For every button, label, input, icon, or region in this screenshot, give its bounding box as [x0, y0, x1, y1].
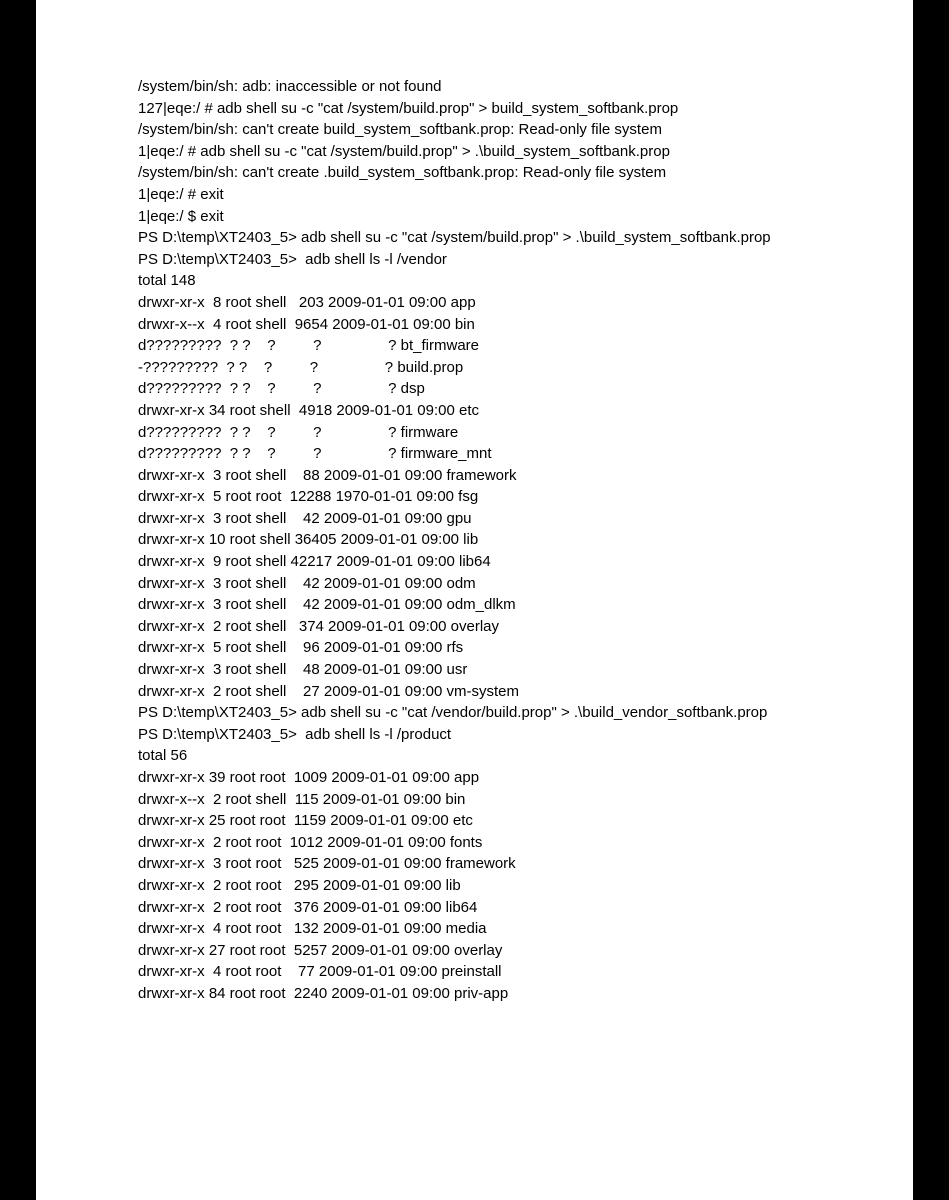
- transcript-line: PS D:\temp\XT2403_5> adb shell su -c "cat /system/build.prop" > .\build_system_softbank.prop: [138, 229, 771, 247]
- transcript-line: drwxr-xr-x 25 root root 1159 2009-01-01 09:00 etc: [138, 812, 473, 830]
- transcript-line: drwxr-xr-x 2 root shell 27 2009-01-01 09:00 vm-system: [138, 682, 519, 700]
- document-page: [36, 0, 913, 1200]
- transcript-line: drwxr-xr-x 5 root root 12288 1970-01-01 09:00 fsg: [138, 488, 479, 506]
- transcript-line: -????????? ? ? ? ? ? build.prop: [138, 358, 464, 376]
- transcript-line: drwxr-xr-x 4 root root 77 2009-01-01 09:00 preinstall: [138, 963, 502, 981]
- transcript-line: d????????? ? ? ? ? ? dsp: [138, 380, 425, 398]
- transcript-line: drwxr-xr-x 5 root shell 96 2009-01-01 09:00 rfs: [138, 639, 464, 657]
- transcript-line: PS D:\temp\XT2403_5> adb shell ls -l /vendor: [138, 250, 447, 268]
- transcript-line: drwxr-x--x 2 root shell 115 2009-01-01 09:00 bin: [138, 790, 466, 808]
- transcript-line: drwxr-xr-x 3 root shell 42 2009-01-01 09:00 gpu: [138, 509, 472, 527]
- terminal-transcript: [138, 76, 898, 1005]
- transcript-line: drwxr-xr-x 3 root root 525 2009-01-01 09:00 framework: [138, 855, 516, 873]
- transcript-line: drwxr-xr-x 84 root root 2240 2009-01-01 09:00 priv-app: [138, 984, 509, 1002]
- transcript-line: d????????? ? ? ? ? ? firmware: [138, 423, 459, 441]
- transcript-line: PS D:\temp\XT2403_5> adb shell ls -l /product: [138, 725, 452, 743]
- transcript-line: drwxr-xr-x 4 root root 132 2009-01-01 09:00 media: [138, 920, 487, 938]
- transcript-line: drwxr-xr-x 3 root shell 42 2009-01-01 09:00 odm_dlkm: [138, 596, 516, 614]
- transcript-line: drwxr-xr-x 9 root shell 42217 2009-01-01 09:00 lib64: [138, 553, 491, 571]
- transcript-line: drwxr-xr-x 27 root root 5257 2009-01-01 09:00 overlay: [138, 941, 503, 959]
- transcript-line: drwxr-x--x 4 root shell 9654 2009-01-01 09:00 bin: [138, 315, 475, 333]
- transcript-line: drwxr-xr-x 2 root root 295 2009-01-01 09:00 lib: [138, 876, 461, 894]
- transcript-line: 1|eqe:/ # exit: [138, 185, 224, 203]
- transcript-line: 127|eqe:/ # adb shell su -c "cat /system/build.prop" > build_system_softbank.prop: [138, 99, 679, 117]
- transcript-line: drwxr-xr-x 10 root shell 36405 2009-01-01 09:00 lib: [138, 531, 479, 549]
- transcript-line: /system/bin/sh: can't create .build_system_softbank.prop: Read-only file system: [138, 164, 667, 182]
- transcript-line: drwxr-xr-x 3 root shell 48 2009-01-01 09:00 usr: [138, 661, 468, 679]
- transcript-line: drwxr-xr-x 34 root shell 4918 2009-01-01 09:00 etc: [138, 401, 480, 419]
- transcript-line: total 148: [138, 272, 196, 290]
- transcript-line: drwxr-xr-x 8 root shell 203 2009-01-01 09:00 app: [138, 293, 476, 311]
- transcript-line: d????????? ? ? ? ? ? firmware_mnt: [138, 445, 492, 463]
- transcript-line: /system/bin/sh: can't create build_system_softbank.prop: Read-only file system: [138, 121, 662, 139]
- transcript-line: PS D:\temp\XT2403_5> adb shell su -c "cat /vendor/build.prop" > .\build_vendor_softbank.prop: [138, 704, 768, 722]
- transcript-line: 1|eqe:/ $ exit: [138, 207, 224, 225]
- transcript-line: drwxr-xr-x 2 root root 376 2009-01-01 09:00 lib64: [138, 898, 478, 916]
- transcript-line: drwxr-xr-x 39 root root 1009 2009-01-01 09:00 app: [138, 769, 480, 786]
- transcript-line: drwxr-xr-x 3 root shell 42 2009-01-01 09:00 odm: [138, 574, 476, 592]
- transcript-line: total 56: [138, 747, 188, 765]
- transcript-line: /system/bin/sh: adb: inaccessible or not found: [138, 78, 442, 95]
- transcript-line: d????????? ? ? ? ? ? bt_firmware: [138, 337, 480, 355]
- transcript-line: drwxr-xr-x 2 root shell 374 2009-01-01 09:00 overlay: [138, 617, 500, 635]
- transcript-line: drwxr-xr-x 3 root shell 88 2009-01-01 09:00 framework: [138, 466, 517, 484]
- transcript-line: 1|eqe:/ # adb shell su -c "cat /system/build.prop" > .\build_system_softbank.prop: [138, 142, 670, 160]
- transcript-line: drwxr-xr-x 2 root root 1012 2009-01-01 09:00 fonts: [138, 833, 483, 851]
